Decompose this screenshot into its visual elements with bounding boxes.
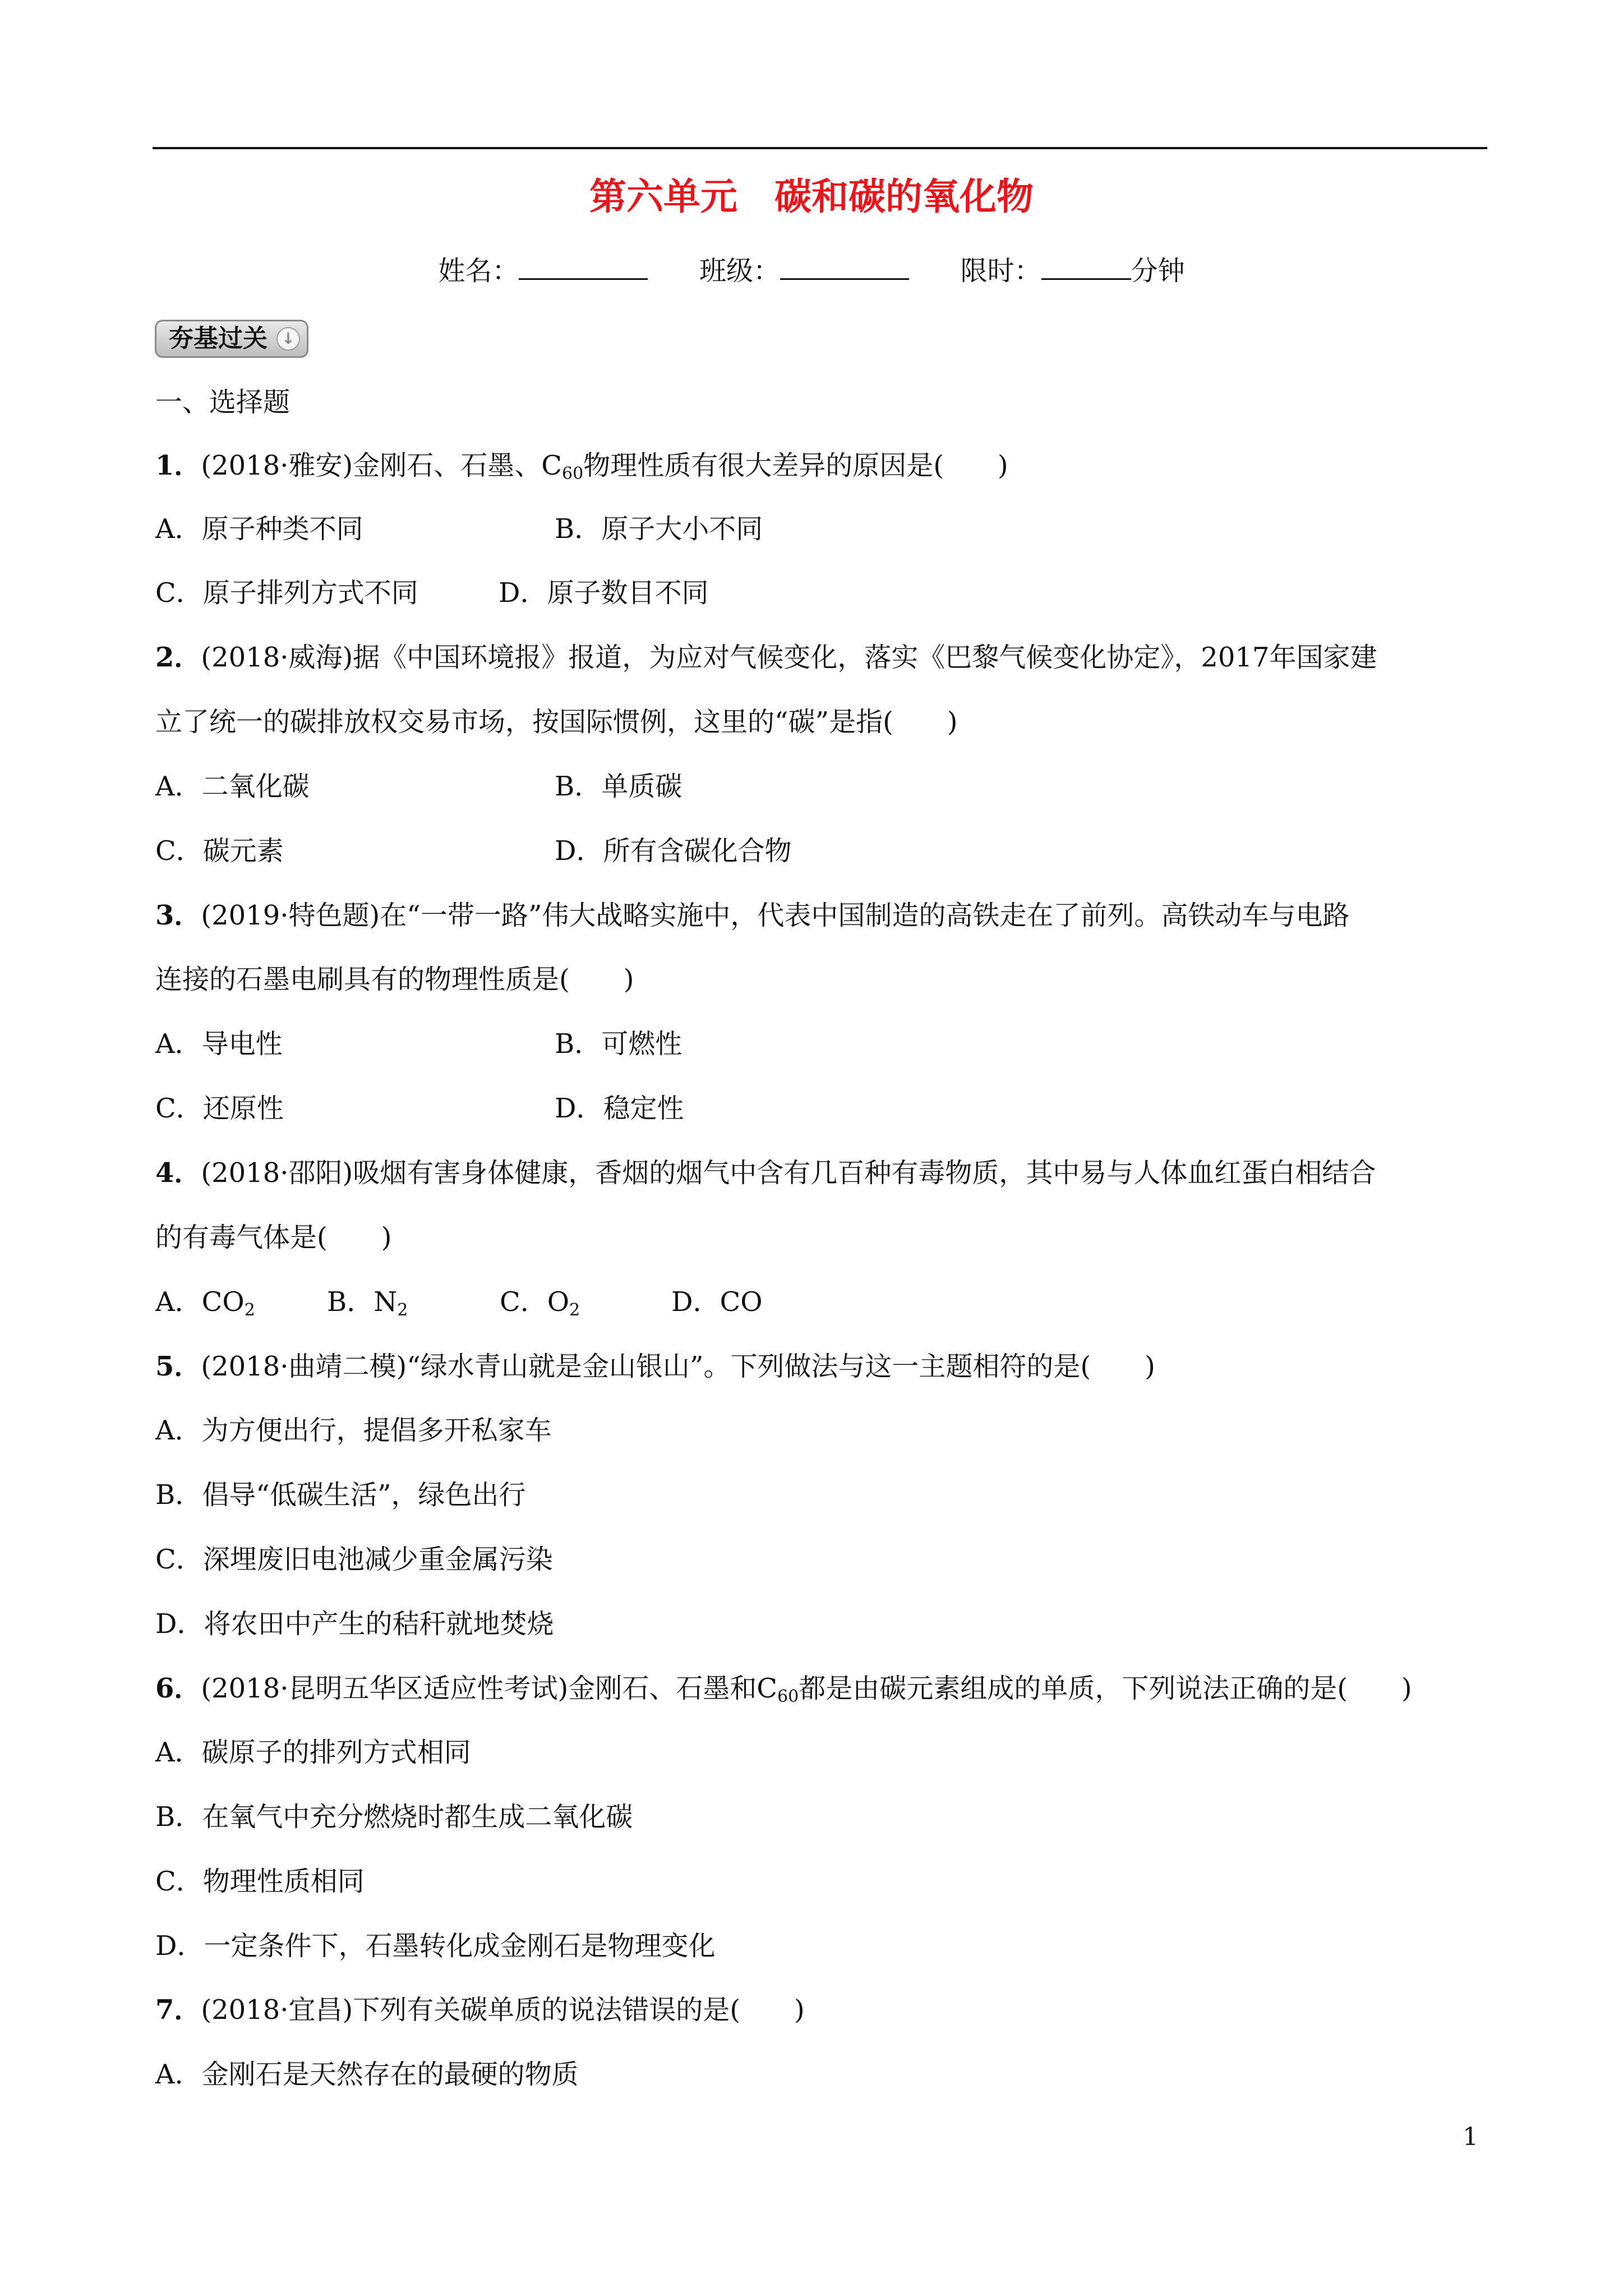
option-d[interactable] (671, 1282, 763, 1322)
option-d[interactable]: D．所有含碳化合物 (555, 835, 792, 867)
subscript: 60 (562, 464, 584, 484)
subscript: 60 (777, 1687, 799, 1706)
time-unit: 分钟 (1131, 255, 1185, 287)
student-info-line (0, 251, 1623, 291)
question-text: 据《中国环境报》报道，为应对气候变化，落实《巴黎气候变化协定》，2017年国家建 (353, 642, 1377, 673)
class-blank[interactable] (780, 254, 909, 280)
option-a[interactable]: A．原子种类不同 (155, 513, 363, 545)
option-a[interactable]: A．碳原子的排列方式相同 (155, 1737, 471, 1768)
question-source: (2018·宜昌) (201, 1994, 353, 2026)
subscript: 2 (569, 1300, 580, 1320)
option-b[interactable] (327, 1282, 408, 1322)
question-text: 金刚石、石墨和C (568, 1673, 778, 1704)
question-text: 吸烟有害身体健康，香烟的烟气中含有几百种有毒物质，其中易与人体血红蛋白相结合 (353, 1157, 1376, 1189)
option-b[interactable]: B．原子大小不同 (555, 513, 763, 545)
question-number: 6． (155, 1673, 201, 1704)
header-rule (153, 147, 1487, 149)
question-4 (155, 1153, 1376, 1193)
option-text: A．CO (155, 1286, 245, 1318)
option-a[interactable]: A．二氧化碳 (155, 771, 310, 802)
time-blank[interactable] (1041, 254, 1131, 280)
question-number: 1． (155, 450, 201, 481)
subscript: 2 (397, 1300, 408, 1320)
question-2-continued: 立了统一的碳排放权交易市场，按国际惯例，这里的“碳”是指( ) (155, 706, 958, 738)
option-c[interactable] (500, 1282, 580, 1322)
option-text: D．CO (671, 1286, 763, 1318)
option-a[interactable]: A．为方便出行，提倡多开私家车 (155, 1415, 552, 1446)
class-label: 班级： (699, 255, 780, 287)
option-b[interactable]: B．可燃性 (555, 1028, 683, 1060)
page-number: 1 (1463, 2123, 1478, 2151)
option-a[interactable]: A．金刚石是天然存在的最硬的物质 (155, 2059, 579, 2090)
question-text: 都是由碳元素组成的单质，下列说法正确的是( ) (799, 1673, 1412, 1704)
section-badge (155, 320, 308, 358)
option-c[interactable]: C．原子排列方式不同 (155, 577, 418, 609)
question-source: (2018·邵阳) (201, 1157, 353, 1189)
question-text: 在“一带一路”伟大战略实施中，代表中国制造的高铁走在了前列。高铁动车与电路 (380, 900, 1350, 931)
question-number: 7． (155, 1994, 201, 2026)
option-d[interactable]: D．稳定性 (555, 1093, 684, 1124)
badge-label: 夯基过关 (169, 324, 268, 353)
time-label: 限时： (960, 255, 1041, 287)
option-b[interactable]: B．在氧气中充分燃烧时都生成二氧化碳 (155, 1801, 633, 1833)
question-5 (155, 1347, 1155, 1386)
question-number: 4． (155, 1157, 201, 1189)
question-3 (155, 896, 1349, 935)
question-text: 金刚石、石墨、C (353, 450, 562, 481)
option-a[interactable]: A．导电性 (155, 1028, 283, 1060)
option-a[interactable] (155, 1282, 255, 1322)
option-c[interactable]: C．碳元素 (155, 835, 284, 867)
page-title: 第六单元 碳和碳的氧化物 (589, 174, 1034, 218)
question-source: (2019·特色题) (201, 900, 380, 931)
option-d[interactable]: D．将农田中产生的秸秆就地焚烧 (155, 1608, 554, 1640)
question-number: 5． (155, 1351, 201, 1382)
question-source: (2018·威海) (201, 642, 353, 673)
question-text: 物理性质有很大差异的原因是( ) (583, 450, 1008, 481)
question-number: 2． (155, 642, 201, 673)
question-source: (2018·雅安) (201, 450, 353, 481)
question-2 (155, 638, 1377, 677)
question-6 (155, 1669, 1412, 1708)
section-heading: 一、选择题 (155, 386, 291, 418)
question-7 (155, 1990, 805, 2030)
question-text: 下列有关碳单质的说法错误的是( ) (353, 1994, 805, 2026)
option-d[interactable]: D．一定条件下，石墨转化成金刚石是物理变化 (155, 1930, 716, 1962)
option-c[interactable]: C．还原性 (155, 1093, 284, 1124)
name-blank[interactable] (519, 254, 648, 280)
subscript: 2 (244, 1300, 255, 1320)
question-source: (2018·昆明五华区适应性考试) (201, 1673, 569, 1704)
option-text: C．O (500, 1286, 570, 1318)
option-b[interactable]: B．倡导“低碳生活”，绿色出行 (155, 1479, 526, 1511)
question-number: 3． (155, 900, 201, 931)
option-c[interactable]: C．深埋废旧电池减少重金属污染 (155, 1544, 553, 1575)
name-label: 姓名： (438, 255, 519, 287)
question-3-continued: 连接的石墨电刷具有的物理性质是( ) (155, 964, 634, 995)
question-text: “绿水青山就是金山银山”。下列做法与这一主题相符的是( ) (407, 1351, 1155, 1382)
question-source: (2018·曲靖二模) (201, 1351, 407, 1382)
question-1 (155, 446, 1008, 485)
option-b[interactable]: B．单质碳 (555, 771, 683, 802)
option-c[interactable]: C．物理性质相同 (155, 1866, 365, 1897)
question-4-continued: 的有毒气体是( ) (155, 1222, 392, 1253)
arrow-down-circle-icon: ↓ (276, 327, 300, 351)
option-text: B．N (327, 1286, 398, 1318)
option-d[interactable]: D．原子数目不同 (499, 577, 709, 609)
